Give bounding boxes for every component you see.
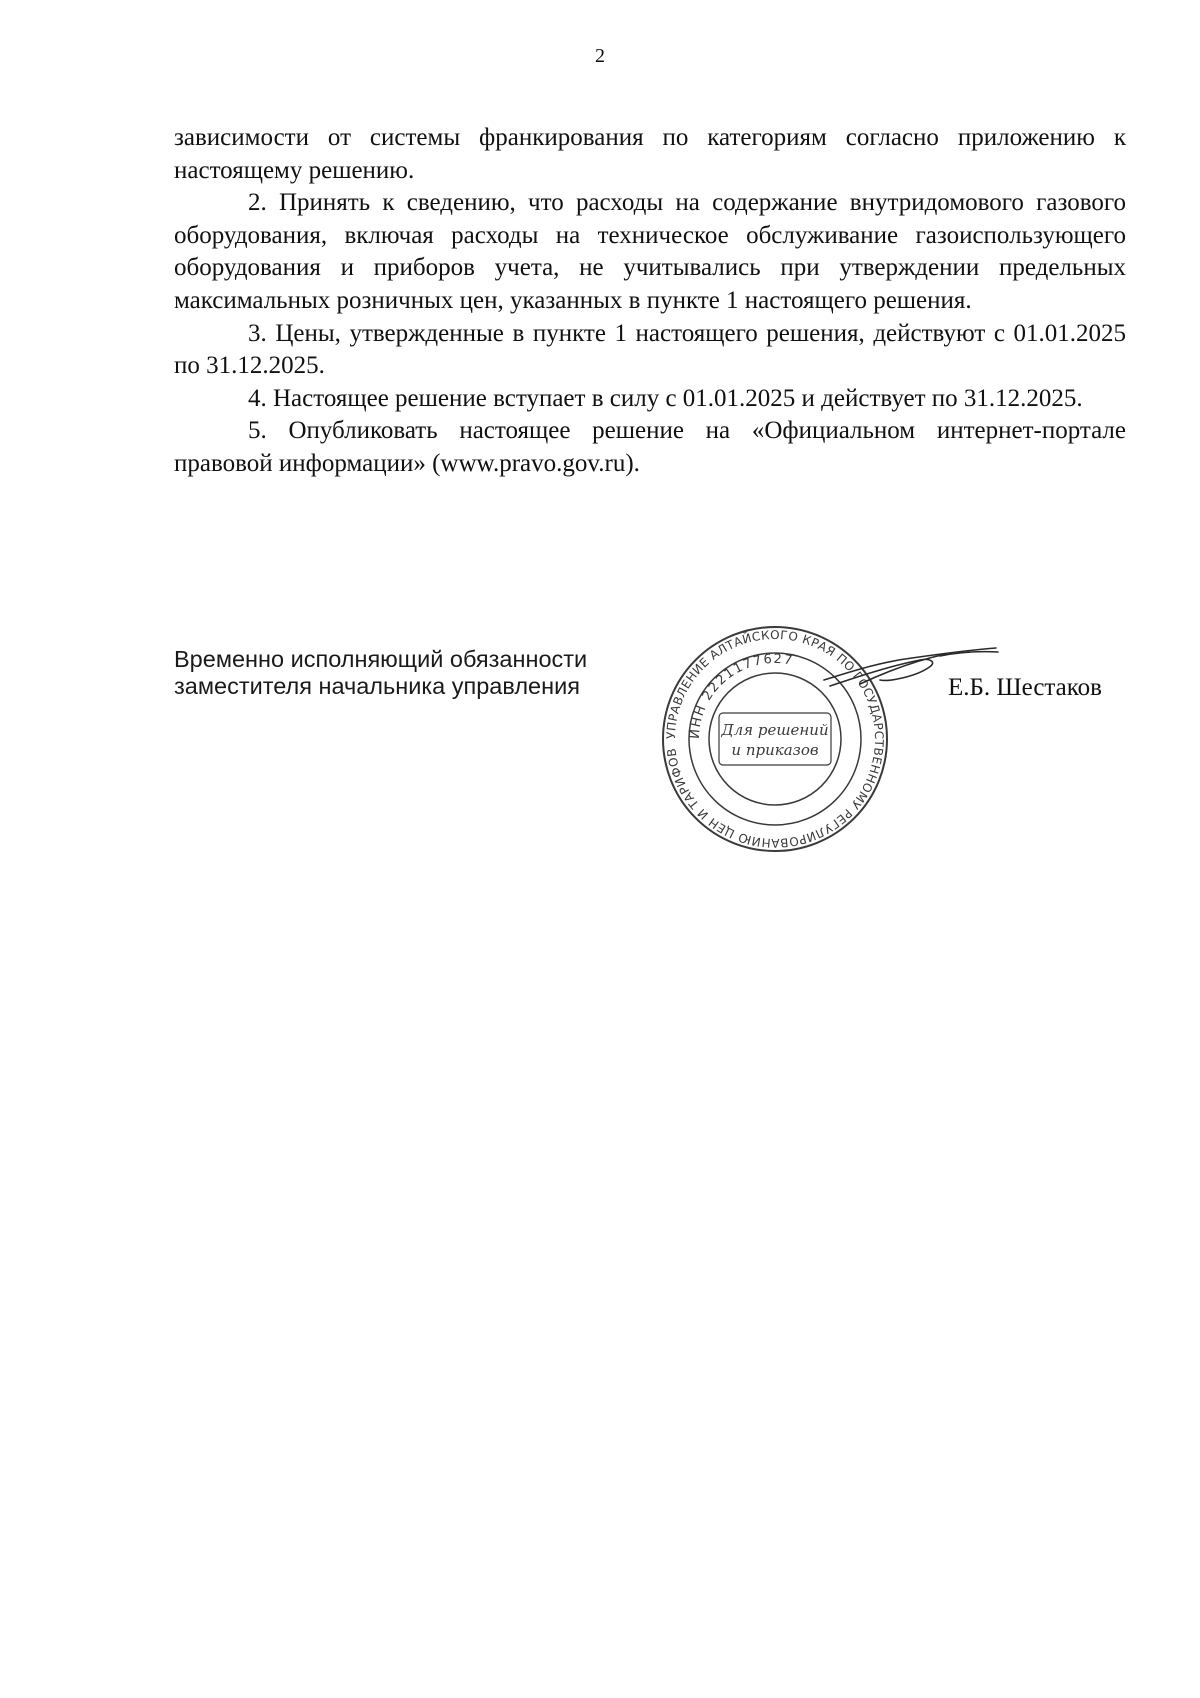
paragraph-item-3: 3. Цены, утвержденные в пункте 1 настоящего решения, действуют с 01.01.2025 по 31.12.2025.: [174, 319, 1126, 380]
page-number: 2: [595, 45, 605, 67]
paragraph-item-2: 2. Принять к сведению, что расходы на содержание внутридомового газового оборудования, включая расходы на техническое обслуживание газоиспользующего оборудования и приборов учета, не учитывались при утверждении предельных максимальных розничных цен, указанных в пункте 1 настоящего решения.: [174, 189, 1126, 314]
signatory-position: [174, 646, 587, 700]
paragraph-item-4: 4. Настоящее решение вступает в силу с 01.01.2025 и действует по 31.12.2025.: [248, 384, 1083, 412]
paragraph-continuation: зависимости от системы франкирования по категориям согласно приложению к настоящему решению.: [174, 124, 1126, 184]
paragraph-item-5: 5. Опубликовать настоящее решение на «Официальном интернет-портале правовой информации» (www.pravo.gov.ru).: [174, 417, 1126, 477]
stamp-outer-text: УПРАВЛЕНИЕ АЛТАЙСКОГО КРАЯ ПО ГОСУДАРСТВЕННОМУ РЕГУЛИРОВАНИЮ ЦЕН И ТАРИФОВ: [663, 627, 887, 851]
signatory-position-line-2: заместителя начальника управления: [174, 673, 580, 699]
stamp-center-line-1: Для решений: [721, 721, 829, 739]
decision-body: [174, 122, 1126, 481]
signatory-position-line-1: Временно исполняющий обязанности: [174, 646, 588, 672]
stamp-inn-text: ИНН 2221177627: [687, 651, 795, 740]
stamp-center-line-2: и приказов: [731, 741, 819, 759]
signatory-name: Е.Б. Шестаков: [948, 674, 1102, 701]
